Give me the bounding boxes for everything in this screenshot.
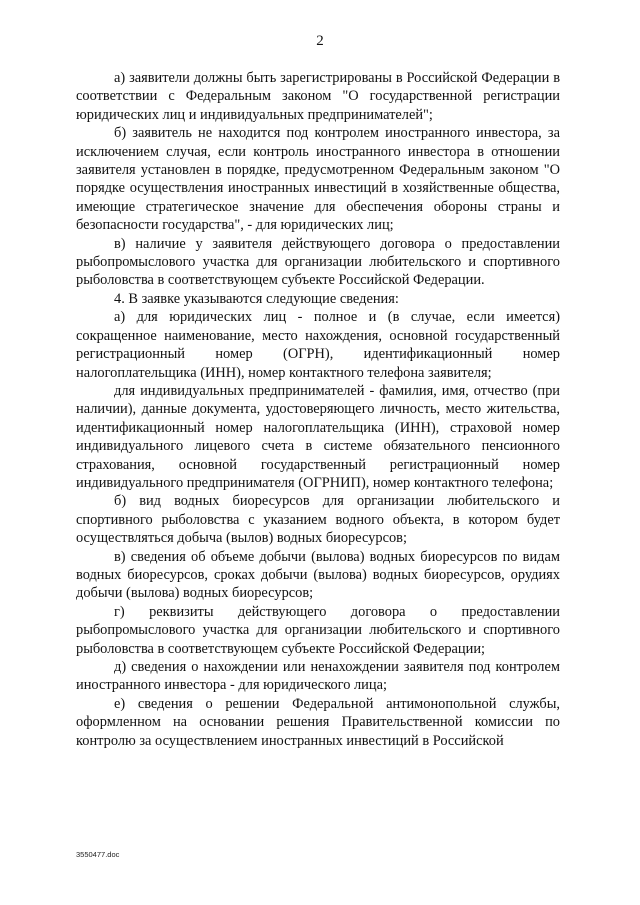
paragraph-4g: г) реквизиты действующего договора о предоставлении рыбопромыслового участка для организации любительского и спортивного рыболовства в соответствующем субъекте Российской Федерации;	[76, 603, 560, 657]
paragraph-4a-entrepreneurs: для индивидуальных предпринимателей - фамилия, имя, отчество (при наличии), данные документа, удостоверяющего личность, место жительства, идентификационный номер налогоплательщика (ИНН), страховой номер индивидуального лицевого счета в системе обязательного пенсионного страхования, основной государственный регистрационный номер индивидуального предпринимателя (ОГРНИП), номер контактного телефона;	[76, 382, 560, 491]
paragraph-4a: а) для юридических лиц - полное и (в случае, если имеется) сокращенное наименование, место нахождения, основной государственный регистрационный номер (ОГРН), идентификационный номер налогоплательщика (ИНН), номер контактного телефона заявителя;	[76, 309, 560, 381]
paragraph-3a: а) заявители должны быть зарегистрированы в Российской Федерации в соответствии с Федеральным законом "О государственной регистрации юридических лиц и индивидуальных предпринимателей";	[76, 70, 560, 123]
paragraph-4-heading: 4. В заявке указываются следующие сведения:	[114, 290, 399, 307]
page-number: 2	[316, 33, 324, 49]
paragraph-3b: б) заявитель не находится под контролем иностранного инвестора, за исключением случая, если контроль иностранного инвестора в отношении заявителя установлен в порядке, предусмотренном Федеральным законом "О порядке осуществления иностранных инвестиций в хозяйственные общества, имеющие стратегическое значение для обеспечения обороны страны и безопасности государства", - для юридических лиц;	[76, 125, 560, 234]
document-body	[76, 69, 560, 750]
paragraph-4b: б) вид водных биоресурсов для организации любительского и спортивного рыболовства с указанием водного объекта, в котором будет осуществляться добыча (вылов) водных биоресурсов;	[76, 493, 560, 547]
document-footer-filename: 3550477.doc	[76, 850, 120, 859]
paragraph-4d: д) сведения о нахождении или ненахождении заявителя под контролем иностранного инвестора - для юридического лица;	[76, 659, 560, 694]
paragraph-3v: в) наличие у заявителя действующего договора о предоставлении рыбопромыслового участка для организации любительского и спортивного рыболовства в соответствующем субъекте Российской Федерации.	[76, 235, 560, 289]
paragraph-4v: в) сведения об объеме добычи (вылова) водных биоресурсов по видам водных биоресурсов, сроках добычи (вылова) водных биоресурсов, орудиях добычи (вылова) водных биоресурсов;	[76, 548, 560, 602]
paragraph-4e: е) сведения о решении Федеральной антимонопольной службы, оформленном на основании решения Правительственной комиссии по контролю за осуществлением иностранных инвестиций в Российской	[76, 695, 560, 749]
